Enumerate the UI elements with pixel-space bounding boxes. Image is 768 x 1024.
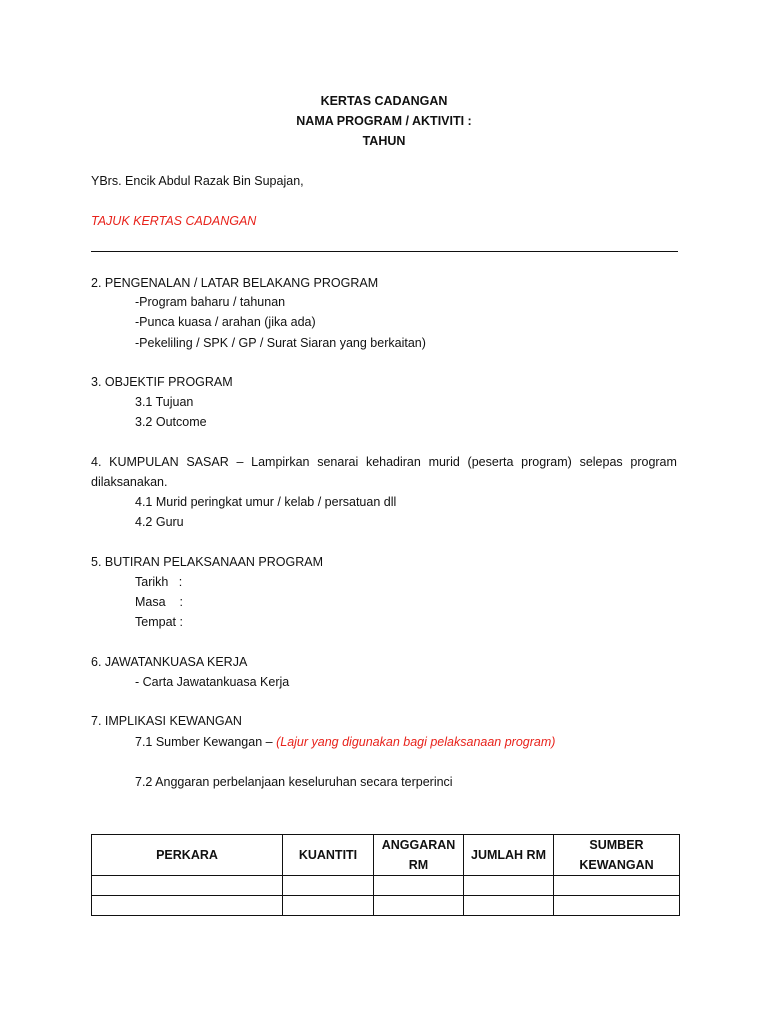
- section-2-item: -Program baharu / tahunan: [135, 295, 286, 309]
- header-perkara: PERKARA: [92, 835, 283, 876]
- year-line: TAHUN: [362, 134, 406, 148]
- header-kuantiti: KUANTITI: [283, 835, 374, 876]
- section-5-title: 5. BUTIRAN PELAKSANAAN PROGRAM: [91, 555, 324, 569]
- section-7-item-2: 7.2 Anggaran perbelanjaan keseluruhan secara terperinci: [135, 775, 453, 789]
- section-3-title: 3. OBJEKTIF PROGRAM: [91, 375, 233, 389]
- table-cell: [554, 896, 680, 916]
- section-6-item: - Carta Jawatankuasa Kerja: [135, 675, 290, 689]
- table-cell: [464, 896, 554, 916]
- table-row: [92, 876, 680, 896]
- proposal-title: TAJUK KERTAS CADANGAN: [91, 214, 257, 228]
- section-6-title: 6. JAWATANKUASA KERJA: [91, 655, 248, 669]
- section-2-item: -Punca kuasa / arahan (jika ada): [135, 315, 316, 329]
- header-jumlah: JUMLAH RM: [464, 835, 554, 876]
- section-4-item: 4.2 Guru: [135, 515, 184, 529]
- table-cell: [92, 896, 283, 916]
- table-cell: [554, 876, 680, 896]
- table-row: [92, 896, 680, 916]
- table-cell: [464, 876, 554, 896]
- section-7-title: 7. IMPLIKASI KEWANGAN: [91, 714, 242, 728]
- table-cell: [374, 896, 464, 916]
- table-cell: [92, 876, 283, 896]
- header-sumber: SUMBER KEWANGAN: [554, 835, 680, 876]
- section-7-item-1: 7.1 Sumber Kewangan – (Lajur yang digunakan bagi pelaksanaan program): [135, 735, 556, 749]
- header-anggaran: ANGGARAN RM: [374, 835, 464, 876]
- section-4-title-cont: dilaksanakan.: [91, 475, 168, 489]
- document-title: KERTAS CADANGAN: [320, 94, 448, 108]
- table-cell: [283, 896, 374, 916]
- section-2-item: -Pekeliling / SPK / GP / Surat Siaran yang berkaitan): [135, 336, 426, 350]
- date-field-label: Tarikh :: [135, 575, 183, 589]
- salutation: YBrs. Encik Abdul Razak Bin Supajan,: [91, 174, 304, 188]
- section-4-item: 4.1 Murid peringkat umur / kelab / persatuan dll: [135, 495, 397, 509]
- venue-field-label: Tempat :: [135, 615, 183, 629]
- section-3-item: 3.2 Outcome: [135, 415, 207, 429]
- horizontal-rule: [91, 251, 678, 252]
- table-header-row: [92, 835, 680, 876]
- table-cell: [374, 876, 464, 896]
- funding-note: (Lajur yang digunakan bagi pelaksanaan program): [276, 735, 556, 749]
- program-name-line: NAMA PROGRAM / AKTIVITI :: [296, 114, 472, 128]
- table-cell: [283, 876, 374, 896]
- section-3-item: 3.1 Tujuan: [135, 395, 194, 409]
- section-4-title: 4. KUMPULAN SASAR – Lampirkan senarai kehadiran murid (peserta program) selepas program: [91, 455, 677, 469]
- budget-table: [91, 834, 680, 916]
- time-field-label: Masa :: [135, 595, 183, 609]
- section-2-title: 2. PENGENALAN / LATAR BELAKANG PROGRAM: [91, 276, 379, 290]
